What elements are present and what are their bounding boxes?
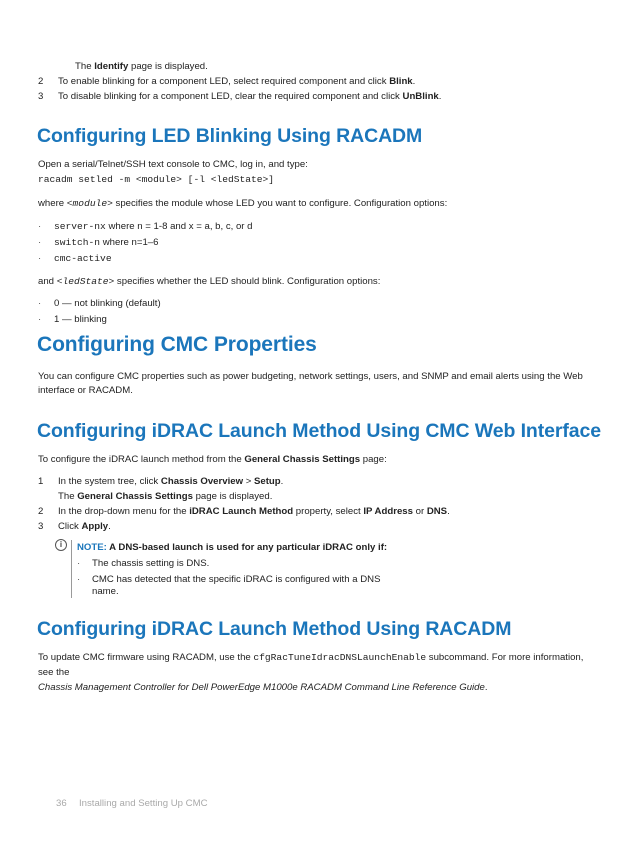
text: specifies the module whose LED you want to configure. Configuration options:: [112, 198, 448, 209]
step-enable-blink: [58, 75, 415, 88]
text: .: [280, 476, 284, 487]
text: where n=1–6: [100, 237, 159, 248]
racadm-subcommand: cfgRacTuneIdracDNSLaunchEnable: [253, 652, 427, 663]
chassis-overview-label: Chassis Overview: [160, 476, 244, 487]
heading-led-racadm: Configuring LED Blinking Using RACADM: [37, 125, 423, 147]
text: Click: [58, 521, 82, 532]
note-divider: [71, 540, 72, 598]
text: In the system tree, click: [58, 476, 161, 487]
step-number: 2: [38, 506, 44, 517]
footer-section: Installing and Setting Up CMC: [79, 798, 208, 809]
ledstate-option: 1 — blinking: [54, 314, 107, 325]
step-number: 3: [38, 91, 44, 102]
step-system-tree: [58, 475, 283, 488]
text: page is displayed.: [192, 491, 273, 502]
bullet: ·: [38, 298, 42, 309]
step-number: 1: [38, 476, 44, 487]
setled-command: racadm setled -m <module> [-l <ledState>]: [38, 174, 275, 185]
text: The: [58, 491, 78, 502]
ip-address-label: IP Address: [363, 506, 413, 517]
ledstate-option: 0 — not blinking (default): [54, 298, 161, 309]
idrac-launch-method-label: iDRAC Launch Method: [189, 506, 294, 517]
cmc-properties-body: You can configure CMC properties such as power budgeting, network settings, users, and SNMP and email alerts using the Web interface or RACADM.: [38, 371, 583, 396]
text: .: [484, 682, 488, 693]
text: To update CMC firmware using RACADM, use the: [38, 652, 254, 663]
step-apply: [58, 520, 111, 533]
note-item: The chassis setting is DNS.: [92, 558, 210, 569]
module-option: [54, 252, 112, 265]
info-circle-icon: i: [55, 539, 67, 551]
module-param: <module>: [66, 198, 113, 209]
text: where: [38, 198, 67, 209]
bullet: ·: [38, 314, 42, 325]
step-dropdown: [58, 505, 450, 518]
bullet: ·: [77, 574, 81, 585]
general-chassis-settings-label: General Chassis Settings: [244, 454, 361, 465]
idrac-web-intro: [38, 453, 387, 466]
heading-idrac-racadm: Configuring iDRAC Launch Method Using RACADM: [37, 618, 512, 640]
reference-guide-title: Chassis Management Controller for Dell PowerEdge M1000e RACADM Command Line Reference Guide: [38, 682, 485, 693]
note-heading: [77, 541, 387, 554]
text: .: [447, 506, 450, 517]
module-description: [38, 197, 447, 210]
heading-idrac-web: Configuring iDRAC Launch Method Using CMC Web Interface: [37, 420, 601, 442]
identify-page-name: Identify: [94, 61, 129, 72]
bullet: ·: [77, 558, 81, 569]
note-item-continued: name.: [92, 586, 119, 597]
text: In the drop-down menu for the: [58, 506, 190, 517]
note-label: NOTE:: [77, 542, 107, 553]
setup-label: Setup: [253, 476, 281, 487]
text: property, select: [293, 506, 364, 517]
text: .: [108, 521, 111, 532]
idrac-racadm-body: [38, 650, 598, 695]
text: To enable blinking for a component LED, select required component and click: [58, 76, 390, 87]
step-number: 3: [38, 521, 44, 532]
text: >: [243, 476, 254, 487]
note-text: A DNS-based launch is used for any particular iDRAC only if:: [106, 542, 388, 553]
bullet: ·: [38, 237, 42, 248]
text: .: [438, 91, 442, 102]
heading-cmc-properties: Configuring CMC Properties: [37, 333, 317, 356]
step-number: 2: [38, 76, 44, 87]
apply-label: Apply: [81, 521, 109, 532]
page-number: 36: [56, 798, 67, 809]
step-sub-displayed: [58, 490, 272, 503]
text: To disable blinking for a component LED, clear the required component and click: [58, 91, 403, 102]
option-code: cmc-active: [54, 253, 112, 264]
bullet: ·: [38, 253, 42, 264]
option-code: switch-n: [54, 237, 101, 248]
ledstate-description: [38, 275, 380, 288]
text: where n = 1-8 and x = a, b, c, or d: [105, 221, 253, 232]
note-item: CMC has detected that the specific iDRAC is configured with a DNS: [92, 574, 381, 585]
identify-displayed-line: [75, 60, 208, 73]
text: To configure the iDRAC launch method from the: [38, 454, 245, 465]
text: subcommand. For more information, see the: [38, 652, 584, 678]
text: specifies whether the LED should blink. Configuration options:: [114, 276, 381, 287]
ledstate-param: <ledState>: [56, 276, 115, 287]
text: page is displayed.: [128, 61, 208, 72]
general-chassis-settings-label: General Chassis Settings: [77, 491, 193, 502]
module-option: [54, 220, 252, 233]
open-console-text: Open a serial/Telnet/SSH text console to CMC, log in, and type:: [38, 159, 308, 170]
text: or: [412, 506, 427, 517]
module-option: [54, 236, 158, 249]
text: and: [38, 276, 57, 287]
unblink-ui-label: UnBlink: [402, 91, 439, 102]
option-code: server-nx: [54, 221, 106, 232]
text: page:: [360, 454, 387, 465]
text: The: [75, 61, 95, 72]
text: .: [412, 76, 416, 87]
step-disable-blink: [58, 90, 441, 103]
bullet: ·: [38, 221, 42, 232]
blink-ui-label: Blink: [389, 76, 413, 87]
dns-label: DNS: [426, 506, 448, 517]
